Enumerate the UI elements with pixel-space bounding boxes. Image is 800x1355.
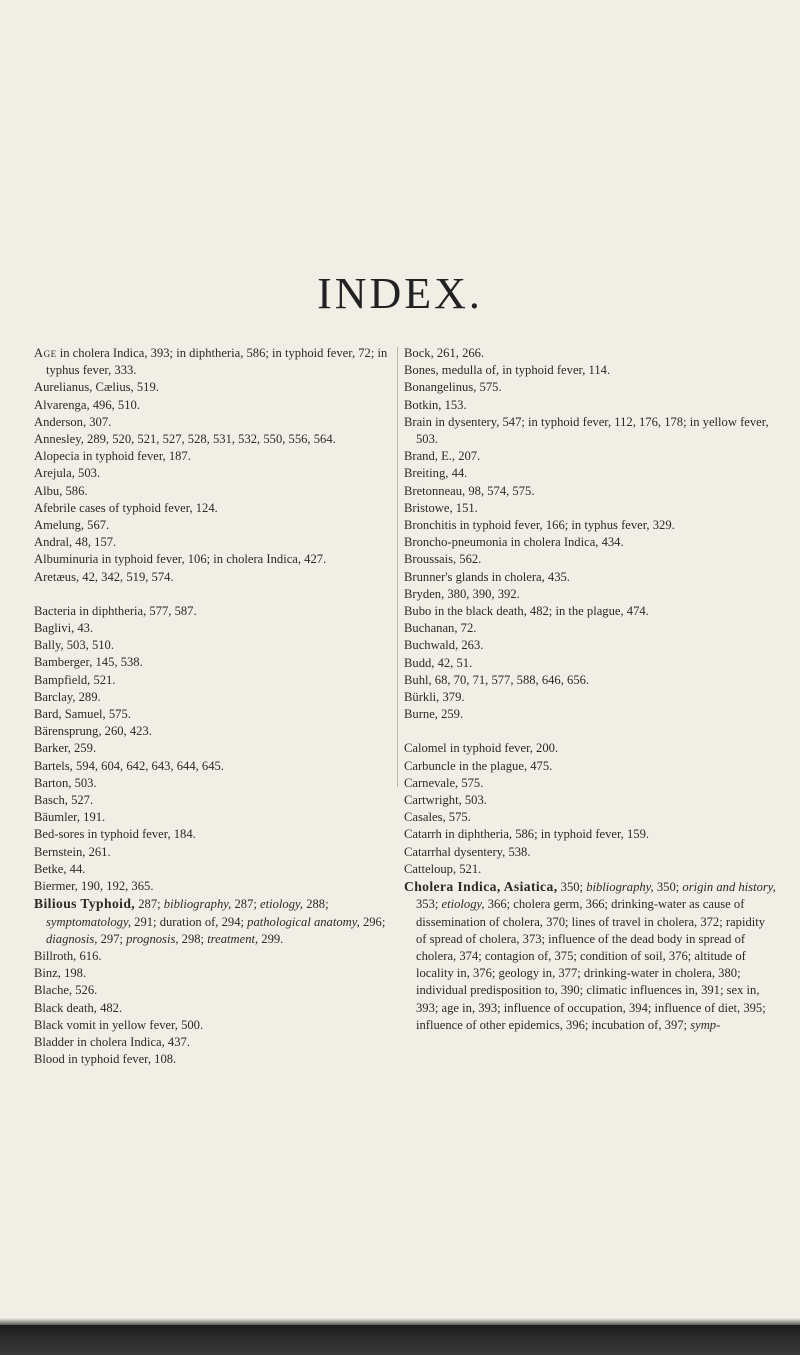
index-entry xyxy=(34,654,399,671)
entry-text: Bäumler, 191. xyxy=(34,810,106,825)
entry-text: Arejula, 503. xyxy=(34,466,101,481)
index-entry xyxy=(34,672,399,689)
entry-text: 287; xyxy=(231,897,261,912)
entry-text: Blache, 526. xyxy=(34,983,98,998)
index-entry xyxy=(404,809,776,826)
index-entry xyxy=(34,792,399,809)
entry-text: Bernstein, 261. xyxy=(34,844,111,859)
entry-text: Broncho-pneumonia in cholera Indica, 434. xyxy=(404,535,624,550)
entry-text: Bärensprung, 260, 423. xyxy=(34,724,152,739)
entry-subheading: origin and history, xyxy=(682,880,776,895)
index-entry xyxy=(404,362,776,379)
index-entry xyxy=(404,706,776,723)
entry-subheading: bibliography, xyxy=(586,880,654,895)
entry-text: Buchwald, 263. xyxy=(404,638,484,653)
entry-text: 353; xyxy=(416,897,442,912)
entry-text: 350; xyxy=(653,880,683,895)
index-entry xyxy=(34,1051,399,1068)
index-entry xyxy=(404,465,776,482)
index-entry xyxy=(34,689,399,706)
entry-text: 299. xyxy=(258,931,284,946)
index-entry xyxy=(34,861,399,878)
index-entry xyxy=(404,414,776,448)
entry-text: 366; cholera germ, 366; drinking-water as cause of dissemination of cholera, 370; lines of travel in cholera, 372; rapidity of spread of cholera, 373; influence of the dead body in spread of cholera, 374; contagion of, 375; condition of soil, 376; altitude of locality in, 376; geology in, 377; drinking-water in cholera, 380; individual predisposition to, 390; climatic influences in, 391; sex in, 393; age in, 393; influence of occupation, 394; influence of diet, 395; influence of other epidemics, 396; incubation of, 397; xyxy=(416,897,766,1032)
entry-subheading: treatment, xyxy=(207,931,259,946)
entry-subheading: bibliography, xyxy=(163,897,232,912)
entry-text: Bartels, 594, 604, 642, 643, 644, 645. xyxy=(34,758,224,773)
index-entry xyxy=(404,758,776,775)
entry-text: Basch, 527. xyxy=(34,793,94,808)
entry-text: Afebrile cases of typhoid fever, 124. xyxy=(34,500,218,515)
index-entry xyxy=(404,740,776,757)
entry-heading: Bilious Typhoid, xyxy=(34,896,136,912)
entry-subheading: prognosis, xyxy=(126,931,179,946)
entry-text: Carnevale, 575. xyxy=(404,775,484,790)
entry-text: Brunner's glands in cholera, 435. xyxy=(404,569,570,584)
index-entry xyxy=(404,517,776,534)
entry-text: 350; xyxy=(557,880,587,895)
index-entry xyxy=(34,965,399,982)
entry-text: Andral, 48, 157. xyxy=(34,535,117,550)
entry-text: Anderson, 307. xyxy=(34,414,112,429)
entry-subheading: symp- xyxy=(690,1017,721,1032)
entry-text: Buchanan, 72. xyxy=(404,621,477,636)
entry-subheading: pathological anatomy, xyxy=(247,914,360,929)
index-entry xyxy=(34,345,399,379)
index-entry xyxy=(404,672,776,689)
entry-subheading: symptomatology, xyxy=(46,914,132,929)
entry-text: Black death, 482. xyxy=(34,1000,123,1015)
entry-subheading: diagnosis, xyxy=(46,931,98,946)
index-entry xyxy=(34,448,399,465)
index-entry xyxy=(404,844,776,861)
index-entry xyxy=(34,517,399,534)
index-entry xyxy=(34,414,399,431)
right-column xyxy=(404,345,776,1034)
entry-subheading: etiology, xyxy=(260,897,304,912)
index-entry xyxy=(34,706,399,723)
entry-heading: Cholera Indica, Asiatica, xyxy=(404,879,558,895)
index-entry xyxy=(34,379,399,396)
entry-text: Carbuncle in the plague, 475. xyxy=(404,758,553,773)
entry-text: Blood in typhoid fever, 108. xyxy=(34,1052,177,1067)
entry-text: Cartwright, 503. xyxy=(404,793,487,808)
index-entry xyxy=(34,1017,399,1034)
index-entry xyxy=(404,500,776,517)
entry-text: Botkin, 153. xyxy=(404,397,467,412)
index-entry xyxy=(404,534,776,551)
entry-text: 287; xyxy=(135,897,164,912)
entry-text: Bard, Samuel, 575. xyxy=(34,707,131,722)
page-title: INDEX. xyxy=(317,269,483,318)
entry-text: 288; xyxy=(303,897,329,912)
entry-text: 291; duration of, 294; xyxy=(131,914,248,929)
index-entry xyxy=(34,500,399,517)
entry-text: Annesley, 289, 520, 521, 527, 528, 531, 532, 550, 556, 564. xyxy=(34,432,336,447)
entry-text: Billroth, 616. xyxy=(34,948,102,963)
entry-text: Budd, 42, 51. xyxy=(404,655,473,670)
index-entry xyxy=(404,448,776,465)
index-entry xyxy=(404,861,776,878)
entry-text: Bock, 261, 266. xyxy=(404,346,485,360)
entry-text: Bones, medulla of, in typhoid fever, 114. xyxy=(404,363,611,378)
left-column xyxy=(34,345,399,1068)
index-entry xyxy=(34,397,399,414)
entry-text: Alvarenga, 496, 510. xyxy=(34,397,140,412)
entry-text: Albu, 586. xyxy=(34,483,88,498)
index-entry xyxy=(34,826,399,843)
entry-text: Buhl, 68, 70, 71, 577, 588, 646, 656. xyxy=(404,672,590,687)
index-entry xyxy=(34,895,399,948)
entry-text: 296; xyxy=(359,914,386,929)
index-entry xyxy=(404,655,776,672)
index-entry xyxy=(34,809,399,826)
index-entry xyxy=(404,345,776,362)
index-entry xyxy=(404,551,776,568)
entry-text: Bürkli, 379. xyxy=(404,690,465,705)
index-entry xyxy=(404,379,776,396)
entry-text: Alopecia in typhoid fever, 187. xyxy=(34,449,191,464)
index-entry xyxy=(34,465,399,482)
index-entry xyxy=(34,431,399,448)
index-entry xyxy=(404,637,776,654)
index-entry xyxy=(404,586,776,603)
entry-text: Bacteria in diphtheria, 577, 587. xyxy=(34,603,197,618)
entry-text: Broussais, 562. xyxy=(404,552,482,567)
entry-text: Black vomit in yellow fever, 500. xyxy=(34,1017,204,1032)
index-entry xyxy=(34,878,399,895)
index-entry xyxy=(34,775,399,792)
index-entry xyxy=(34,637,399,654)
entry-text: Albuminuria in typhoid fever, 106; in cholera Indica, 427. xyxy=(34,552,327,567)
entry-text: Bampfield, 521. xyxy=(34,672,116,687)
entry-text: Catarrh in diphtheria, 586; in typhoid fever, 159. xyxy=(404,827,650,842)
index-entry xyxy=(404,878,776,1034)
entry-text: Barton, 503. xyxy=(34,775,97,790)
entry-text: Aretæus, 42, 342, 519, 574. xyxy=(34,569,174,584)
entry-text: Calomel in typhoid fever, 200. xyxy=(404,741,559,756)
index-entry xyxy=(404,620,776,637)
index-entry xyxy=(404,775,776,792)
entry-subheading: etiology, xyxy=(441,897,485,912)
index-entry xyxy=(34,603,399,620)
entry-text: in cholera Indica, 393; in diphtheria, 586; in typhoid fever, 72; in typhus fever, 333. xyxy=(46,346,388,378)
index-entry xyxy=(34,1000,399,1017)
entry-text: Catarrhal dysentery, 538. xyxy=(404,844,531,859)
entry-text: Amelung, 567. xyxy=(34,518,110,533)
entry-text: Catteloup, 521. xyxy=(404,861,482,876)
index-entry xyxy=(34,1034,399,1051)
index-entry xyxy=(34,551,399,568)
scan-bottom-edge xyxy=(0,1325,800,1355)
index-entry xyxy=(404,689,776,706)
entry-text: Brand, E., 207. xyxy=(404,449,481,464)
index-entry xyxy=(404,397,776,414)
entry-text: 297; xyxy=(97,931,127,946)
index-entry xyxy=(34,844,399,861)
entry-text: Bonangelinus, 575. xyxy=(404,380,502,395)
entry-lead-word: Age xyxy=(34,346,57,360)
entry-text: Bamberger, 145, 538. xyxy=(34,655,143,670)
entry-text: Burne, 259. xyxy=(404,707,464,722)
entry-text: Bristowe, 151. xyxy=(404,500,478,515)
index-entry xyxy=(34,483,399,500)
entry-text: Barclay, 289. xyxy=(34,689,101,704)
entry-text: Bryden, 380, 390, 392. xyxy=(404,586,520,601)
entry-text: Barker, 259. xyxy=(34,741,97,756)
index-entry xyxy=(34,569,399,586)
index-entry xyxy=(34,740,399,757)
entry-text: Aurelianus, Cælius, 519. xyxy=(34,380,159,395)
entry-text: Betke, 44. xyxy=(34,861,86,876)
entry-text: Bubo in the black death, 482; in the plague, 474. xyxy=(404,604,649,619)
entry-text: Biermer, 190, 192, 365. xyxy=(34,879,154,894)
index-entry xyxy=(34,723,399,740)
index-entry xyxy=(34,982,399,999)
index-entry xyxy=(34,534,399,551)
entry-text: Casales, 575. xyxy=(404,810,471,825)
entry-text: Bronchitis in typhoid fever, 166; in typhus fever, 329. xyxy=(404,518,675,533)
entry-text: 298; xyxy=(178,931,208,946)
index-entry xyxy=(404,603,776,620)
entry-text: Brain in dysentery, 547; in typhoid fever, 112, 176, 178; in yellow fever, 503. xyxy=(404,414,769,447)
index-entry xyxy=(404,826,776,843)
entry-text: Bally, 503, 510. xyxy=(34,638,114,653)
entry-text: Bladder in cholera Indica, 437. xyxy=(34,1034,190,1049)
entry-text: Bretonneau, 98, 574, 575. xyxy=(404,483,535,498)
index-entry xyxy=(404,483,776,500)
index-entry xyxy=(34,758,399,775)
entry-text: Binz, 198. xyxy=(34,966,87,981)
entry-text: Baglivi, 43. xyxy=(34,621,94,636)
index-entry xyxy=(34,948,399,965)
entry-text: Bed-sores in typhoid fever, 184. xyxy=(34,827,196,842)
entry-text: Breiting, 44. xyxy=(404,466,468,481)
index-entry xyxy=(404,792,776,809)
index-entry xyxy=(34,620,399,637)
index-entry xyxy=(404,569,776,586)
